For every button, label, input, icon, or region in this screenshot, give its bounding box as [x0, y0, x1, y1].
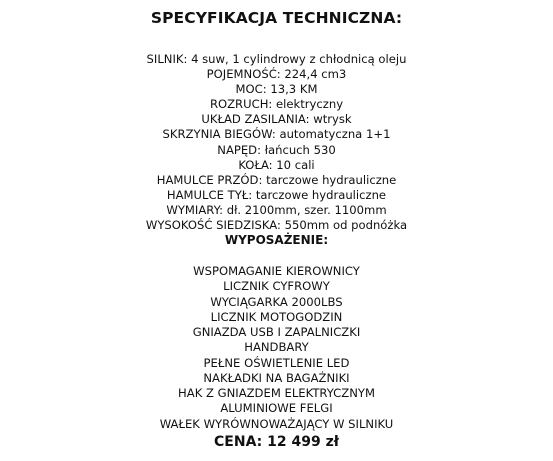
spec-starter: ROZRUCH: elektryczny	[209, 97, 344, 112]
spec-power: MOC: 13,3 KM	[235, 82, 318, 97]
spec-rear-brakes: HAMULCE TYŁ: tarczowe hydrauliczne	[166, 187, 387, 202]
equipment-item: LICZNIK CYFROWY	[223, 279, 330, 294]
equipment-item: HAK Z GNIAZDEM ELEKTRYCZNYM	[178, 386, 375, 400]
spec-wheels: KOŁA: 10 cali	[238, 157, 315, 172]
spec-dimensions: WYMIARY: dł. 2100mm, szer. 1100mm	[166, 202, 387, 217]
spec-title: SPECYFIKACJA TECHNICZNA:	[150, 9, 403, 27]
spec-seat-height: WYSOKOŚĆ SIEDZISKA: 550mm od podnóżka	[145, 218, 408, 233]
spec-gearbox: SKRZYNIA BIEGÓW: automatyczna 1+1	[162, 127, 391, 142]
equipment-item: GNIAZDA USB I ZAPALNICZKI	[192, 325, 361, 339]
equipment-item: WYCIĄGARKA 2000LBS	[210, 294, 343, 309]
equipment-item: WSPOMAGANIE KIEROWNICY	[193, 264, 360, 278]
equipment-item: PEŁNE OŚWIETLENIE LED	[203, 355, 350, 370]
price: CENA: 12 499 zł	[214, 434, 339, 450]
equipment-heading: WYPOSAŻENIE:	[224, 233, 329, 247]
equipment-item: ALUMINIOWE FELGI	[220, 401, 333, 416]
equipment-item: HANDBARY	[244, 340, 309, 355]
equipment-list	[0, 264, 553, 432]
equipment-item: LICZNIK MOTOGODZIN	[210, 309, 343, 324]
equipment-item: WAŁEK WYRÓWNOWAŻAJĄCY W SILNIKU	[159, 416, 394, 431]
spec-displacement: POJEMNOŚĆ: 224,4 cm3	[206, 67, 347, 82]
spec-list	[0, 52, 553, 233]
equipment-item: NAKŁADKI NA BAGAŻNIKI	[203, 370, 350, 385]
spec-front-brakes: HAMULCE PRZÓD: tarczowe hydrauliczne	[156, 172, 397, 187]
spec-engine: SILNIK: 4 suw, 1 cylindrowy z chłodnicą oleju	[146, 52, 407, 66]
spec-fuel-system: UKŁAD ZASILANIA: wtrysk	[201, 112, 352, 127]
spec-drive: NAPĘD: łańcuch 530	[217, 142, 336, 157]
